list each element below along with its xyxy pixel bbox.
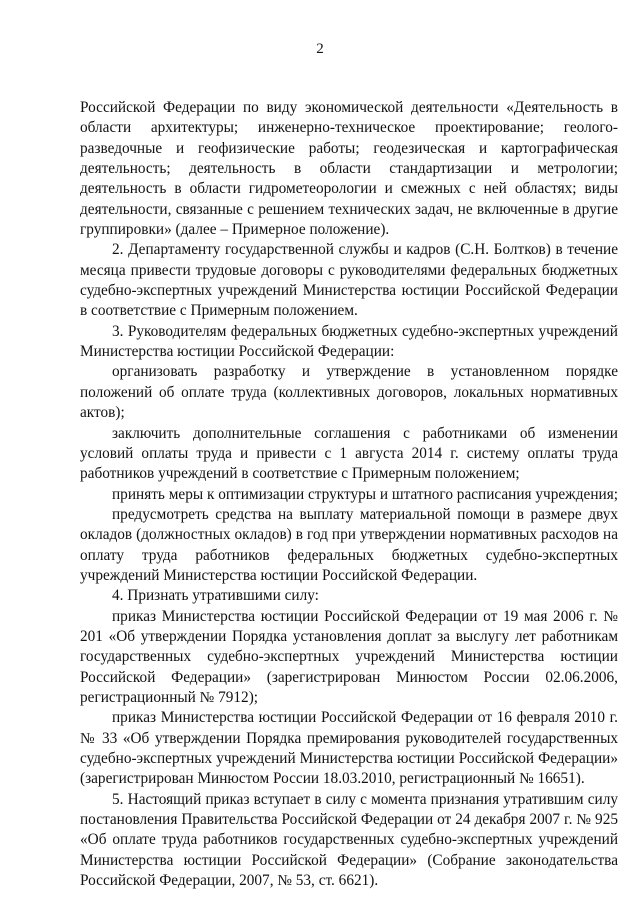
paragraph-item-5: 5. Настоящий приказ вступает в силу с момента признания утратившим силу постановления Правительства Российской Федерации от 24 декабря 2007 г. № 925 «Об оплате труда работников государственных судебно-экспертных учреждений Министерства юстиции Российской Федерации» (Собрание законодательства Российской Федерации, 2007, № 53, ст. 6621). bbox=[80, 790, 618, 890]
paragraph-item-2: 2. Департаменту государственной службы и кадров (С.Н. Болтков) в течение месяца привести трудовые договоры с руководителями федеральных бюджетных судебно-экспертных учреждений Министерства юстиции Российской Федерации в соответствие с Примерным положением. bbox=[80, 241, 618, 320]
paragraph-item-3: 3. Руководителям федеральных бюджетных судебно-экспертных учреждений Министерства юстиции Российской Федерации: bbox=[80, 322, 618, 361]
paragraph-item-4: 4. Признать утратившими силу: bbox=[112, 587, 319, 605]
paragraph-item-4-sub-1: приказ Министерства юстиции Российской Федерации от 19 мая 2006 г. № 201 «Об утверждении Порядка установления доплат за выслугу лет работникам государственных судебно-экспертных учреждений Министерства юстиции Российской Федерации» (зарегистрирован Минюстом России 02.06.2006, регистрационный № 7912); bbox=[80, 607, 618, 706]
paragraph-item-3-sub-4: предусмотреть средства на выплату материальной помощи в размере двух окладов (должностных окладов) в год при утверждении нормативных расходов на оплату труда работников федеральных бюджетных судебно-экспертных учреждений Министерства юстиции Российской Федерации. bbox=[80, 505, 618, 584]
document-body bbox=[80, 98, 618, 891]
page-number: 2 bbox=[316, 41, 324, 57]
paragraph-item-3-sub-1: организовать разработку и утверждение в установленном порядке положений об оплате труда (коллективных договоров, локальных нормативных актов); bbox=[80, 363, 618, 422]
paragraph-continuation: Российской Федерации по виду экономической деятельности «Деятельность в области архитектуры; инженерно-техническое проектирование; геолого-разведочные и геофизические работы; геодезическая и картографическая деятельность; деятельность в области стандартизации и метрологии; деятельность в области гидрометеорологии и смежных с ней областях; виды деятельности, связанные с решением технических задач, не включенные в другие группировки» (далее – Примерное положение). bbox=[80, 99, 618, 239]
paragraph-item-4-sub-2: приказ Министерства юстиции Российской Федерации от 16 февраля 2010 г. № 33 «Об утверждении Порядка премирования руководителей государственных судебно-экспертных учреждений Министерства юстиции Российской Федерации» (зарегистрирован Минюстом России 18.03.2010, регистрационный № 16651). bbox=[80, 709, 618, 788]
paragraph-item-3-sub-3: принять меры к оптимизации структуры и штатного расписания учреждения; bbox=[112, 485, 618, 503]
paragraph-item-3-sub-2: заключить дополнительные соглашения с работниками об изменении условий оплаты труда и привести с 1 августа 2014 г. систему оплаты труда работников учреждений в соответствие с Примерным положением; bbox=[80, 424, 618, 483]
